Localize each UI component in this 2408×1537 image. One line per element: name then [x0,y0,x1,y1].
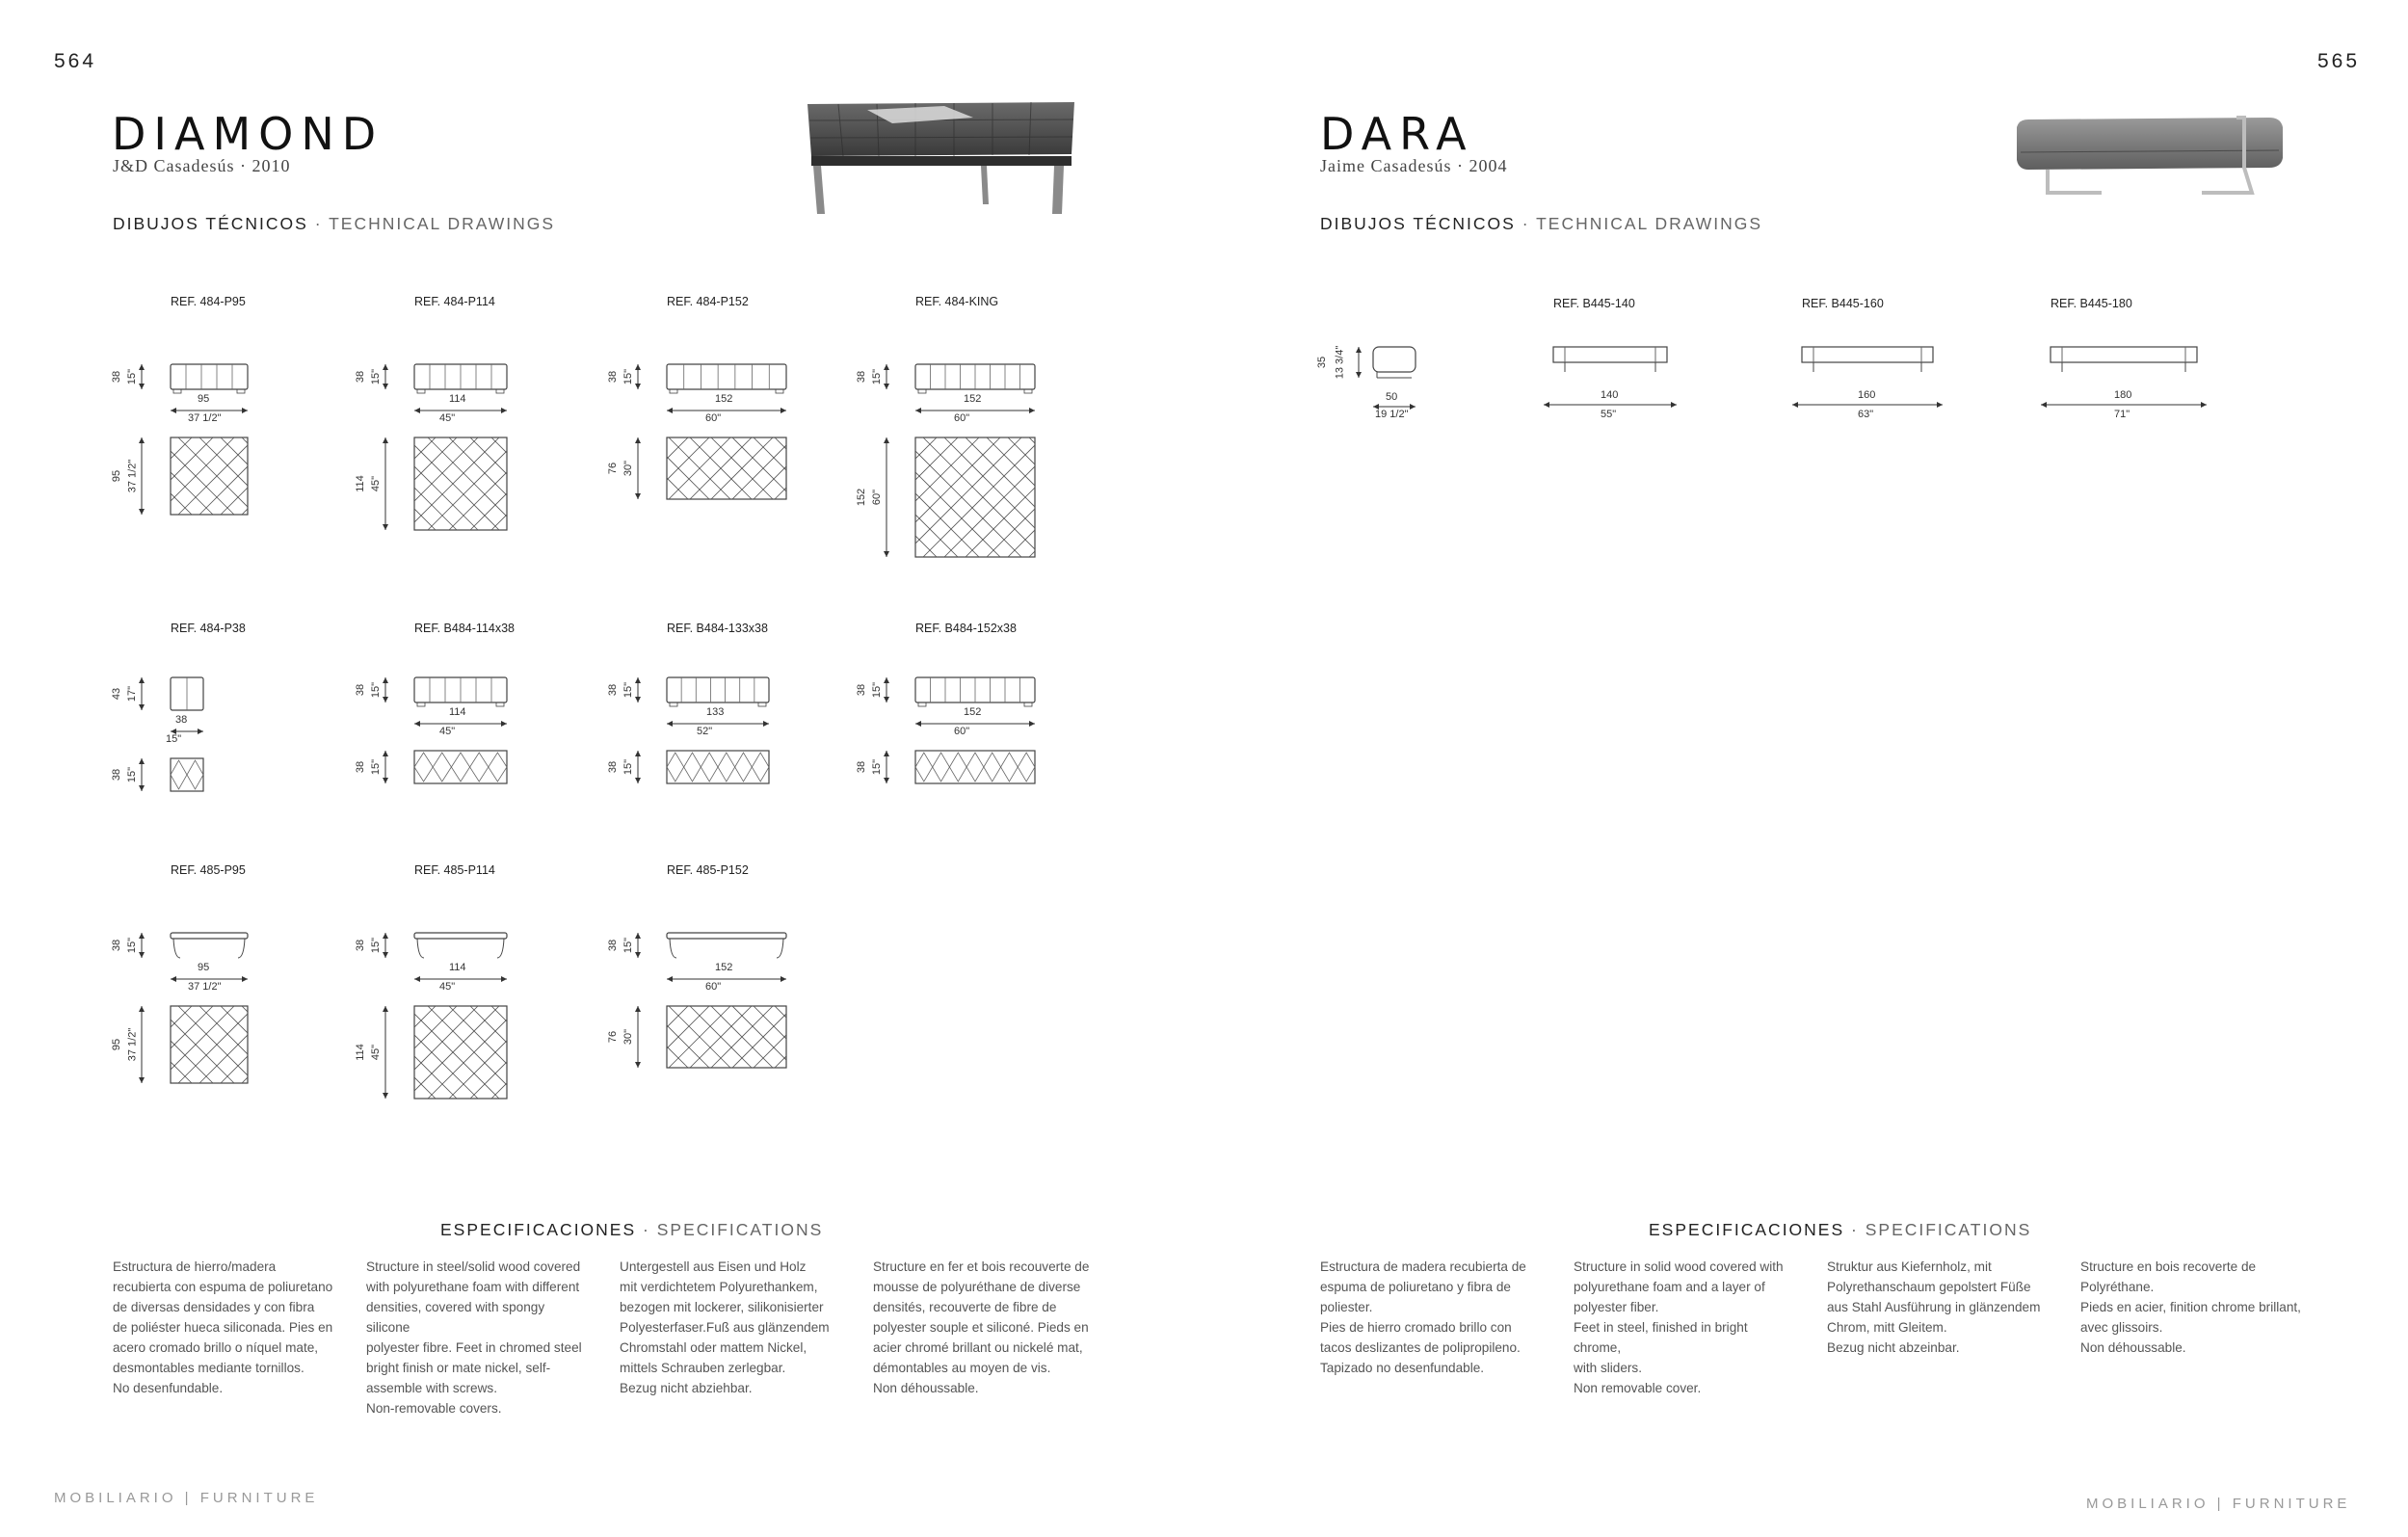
depth-in: 15" [370,758,383,776]
width-cm: 114 [449,706,466,718]
height-in: 15" [871,368,884,385]
drawing-ref-label: REF. B445-160 [1802,297,1884,310]
height-cm: 43 [111,687,123,701]
diamond-product-photo [800,96,1079,217]
spec-text-fr-right: Structure en bois recoverte de Polyréthane. Pieds en acier, finition chrome brillant, avec glissoirs. Non déhoussable. [2080,1259,2301,1355]
depth-in: 37 1/2" [125,1027,138,1062]
width-in: 15" [166,733,182,745]
dara-width-in: 71" [2114,409,2130,420]
diamond-technical-drawing [609,883,840,1249]
depth-cm: 114 [354,475,366,492]
drawing-ref-label: REF. B484-133x38 [667,622,768,635]
drawing-ref-label: REF. B484-152x38 [915,622,1017,635]
depth-in: 45" [370,475,383,492]
spec-text-en: Structure in steel/solid wood covered with polyurethane foam with different densities, covered with spongy silicone polyester fibre. Feet in chromed steel bright finish or mate nickel, self- assemble with screws. Non-removable covers. [366,1259,582,1416]
height-cm: 38 [856,370,868,384]
spec-text-de: Untergestell aus Eisen und Holz mit verdichtetem Polyurethankem, bezogen mit lockerer, silikonisierter Polyesterfaser.Fuß aus glänzendem Chromstahl oder mattem Nickel, mittels Schrauben zerlegbar. Bezug nicht abziehbar. [620,1259,830,1395]
depth-cm: 114 [354,1044,366,1061]
dara-technical-drawing [1792,337,1985,424]
diamond-technical-drawing [354,883,588,1249]
width-cm: 133 [706,706,725,718]
depth-cm: 38 [607,760,620,774]
spec-sub: · SPECIFICATIONS [643,1220,824,1239]
dara-depth-in: 19 1/2" [1375,409,1409,420]
footer-right: MOBILIARIO | FURNITURE [2086,1496,2351,1512]
height-cm: 38 [607,939,620,952]
drawing-ref-label: REF. 484-P38 [171,622,246,635]
spec-heading-left [440,1220,823,1240]
depth-in: 30" [622,460,635,477]
designer-subtitle-dara: Jaime Casadesús · 2004 [1320,156,1508,175]
height-in: 15" [370,937,383,954]
height-in: 15" [622,368,635,385]
width-in: 45" [439,726,456,737]
height-cm: 38 [355,370,367,384]
spec-label: ESPECIFICACIONES [1649,1220,1845,1239]
height-cm: 38 [856,683,868,697]
width-in: 45" [439,412,456,424]
depth-cm: 76 [607,1030,620,1044]
drawing-ref-label: REF. 484-KING [915,295,999,308]
section-sub: · TECHNICAL DRAWINGS [1522,214,1763,233]
dara-width-cm: 160 [1858,389,1876,401]
drawing-ref-label: REF. B484-114x38 [414,622,515,635]
dara-technical-drawing [2041,337,2234,424]
spec-text-de-right: Struktur aus Kiefernholz, mit Polyrethanschaum gepolstert Füße aus Stahl Ausführung in glänzendem Chrom, mitt Gleitem. Bezug nicht abzeinbar. [1827,1259,2041,1355]
height-cm: 38 [111,370,123,384]
spec-text-fr: Structure en fer et bois recouverte de mousse de polyuréthane de diverse densités, recouverte de fibre de polyester souple et siliconé. Pieds en acier chromé brillant ou nickelé mat, démontables au moyen de vis. Non déhoussable. [873,1259,1090,1395]
dara-width-in: 55" [1601,409,1617,420]
dara-width-cm: 140 [1601,389,1619,401]
spec-text-es-right: Estructura de madera recubierta de espuma de poliuretano y fibra de poliester. Pies de hierro cromado brillo con tacos deslizantes de polipropileno. Tapizado no desenfundable. [1320,1259,1526,1375]
drawing-ref-label: REF. B445-140 [1553,297,1635,310]
diamond-technical-drawing [113,883,344,1249]
page-number-left: 564 [54,50,97,72]
depth-in: 60" [871,489,884,506]
drawing-ref-label: REF. 485-P114 [414,863,495,877]
section-sub: · TECHNICAL DRAWINGS [314,214,556,233]
depth-in: 15" [126,766,139,783]
width-cm: 38 [175,714,188,726]
drawing-ref-label: REF. B445-180 [2051,297,2132,310]
drawing-ref-label: REF. 485-P152 [667,863,749,877]
section-heading-technical-drawings [113,214,555,234]
depth-in: 15" [622,758,635,776]
depth-in: 30" [622,1028,635,1046]
depth-in: 37 1/2" [125,459,138,493]
drawing-ref-label: REF. 484-P152 [667,295,749,308]
dara-product-photo [2009,114,2289,199]
height-cm: 38 [355,683,367,697]
section-label: DIBUJOS TÉCNICOS [113,214,308,233]
section-label: DIBUJOS TÉCNICOS [1320,214,1516,233]
depth-in: 15" [871,758,884,776]
dara-width-cm: 180 [2114,389,2132,401]
height-cm: 38 [111,939,123,952]
height-cm: 38 [607,683,620,697]
depth-cm: 38 [111,768,123,782]
height-in: 17" [126,685,139,702]
width-in: 37 1/2" [188,412,222,424]
height-in: 15" [622,937,635,954]
diamond-technical-drawing [858,641,1089,1007]
width-cm: 152 [964,706,982,718]
depth-cm: 152 [856,488,868,507]
spec-sub: · SPECIFICATIONS [1851,1220,2032,1239]
width-in: 60" [705,981,722,993]
depth-cm: 95 [111,1038,123,1051]
spec-text-en-right: Structure in solid wood covered with polyurethane foam and a layer of polyester fiber. Feet in steel, finished in bright chrome, with sliders. Non removable cover. [1574,1259,1784,1395]
depth-cm: 76 [607,462,620,475]
page-number-right: 565 [2317,50,2361,72]
height-in: 15" [126,368,139,385]
section-heading-technical-drawings-right [1320,214,1762,234]
drawing-ref-label: REF. 484-P114 [414,295,495,308]
dara-depth-cm: 50 [1386,391,1398,403]
width-in: 60" [954,726,970,737]
width-cm: 95 [198,962,210,973]
product-title-dara: DARA [1320,108,1474,160]
width-in: 60" [705,412,722,424]
height-in: 15" [126,937,139,954]
depth-cm: 95 [111,469,123,483]
drawing-ref-label: REF. 485-P95 [171,863,246,877]
width-in: 37 1/2" [188,981,222,993]
width-in: 45" [439,981,456,993]
spec-heading-right [1649,1220,2031,1240]
width-cm: 114 [449,393,466,405]
width-in: 60" [954,412,970,424]
spec-label: ESPECIFICACIONES [440,1220,637,1239]
footer-left: MOBILIARIO | FURNITURE [54,1490,319,1506]
dara-height-cm: 35 [1316,356,1329,369]
width-in: 52" [697,726,713,737]
height-in: 15" [370,681,383,699]
spec-text-es: Estructura de hierro/madera recubierta con espuma de poliuretano de diversas densidades y con fibra de poliéster hueca siliconada. Pies en acero cromado brillo o níquel mate, desmontables mediante tornillos. No desenfundable. [113,1259,333,1395]
height-in: 15" [370,368,383,385]
height-cm: 38 [607,370,620,384]
height-cm: 38 [355,939,367,952]
depth-cm: 38 [355,760,367,774]
width-cm: 152 [715,962,733,973]
depth-cm: 38 [856,760,868,774]
product-title-diamond: DIAMOND [112,108,384,160]
drawing-ref-label: REF. 484-P95 [171,295,246,308]
designer-subtitle-diamond: J&D Casadesús · 2010 [113,156,291,175]
dara-height-in: 13 3/4" [1333,345,1345,380]
depth-in: 45" [370,1044,383,1061]
width-cm: 95 [198,393,210,405]
width-cm: 152 [715,393,733,405]
height-in: 15" [622,681,635,699]
width-cm: 152 [964,393,982,405]
dara-technical-drawing [1544,337,1736,424]
dara-width-in: 63" [1858,409,1874,420]
height-in: 15" [871,681,884,699]
width-cm: 114 [449,962,466,973]
